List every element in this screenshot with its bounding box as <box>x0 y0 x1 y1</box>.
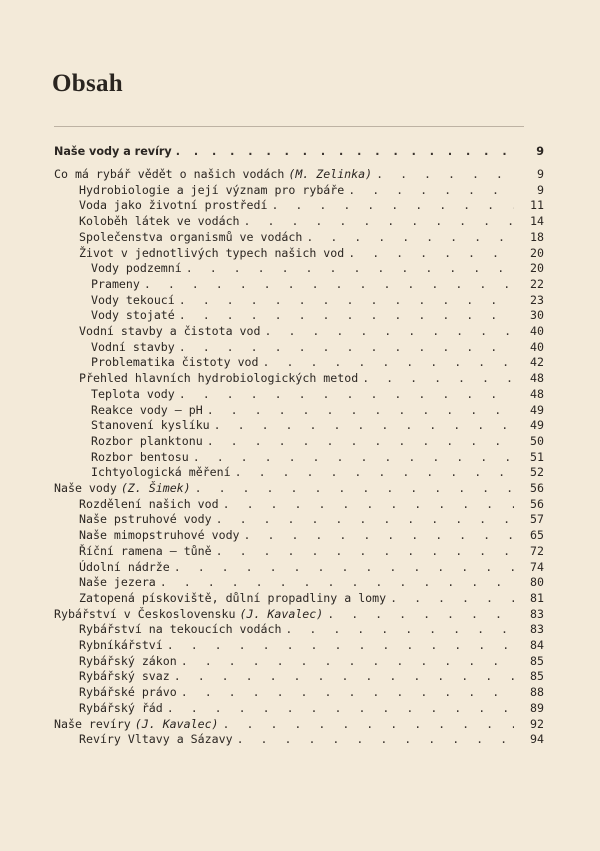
toc-entry <box>91 354 544 370</box>
toc-entry-page-number: 22 <box>530 276 544 291</box>
toc-entry-page-number: 89 <box>530 700 544 715</box>
toc-entry <box>79 229 544 245</box>
dot-leader <box>160 574 514 590</box>
toc-entry-page-number: 11 <box>530 198 544 213</box>
dot-leader <box>167 637 514 653</box>
dot-leader <box>174 668 514 684</box>
toc-entry-title: Voda jako životní prostředí <box>79 198 268 213</box>
toc-entry-page-number: 83 <box>530 606 544 621</box>
toc-entry-page-number: 9 <box>536 145 544 158</box>
title-divider <box>54 126 524 127</box>
dot-leader <box>144 276 514 292</box>
toc-entry-page-number: 48 <box>530 386 544 401</box>
toc-entry-title: Rybářství na tekoucích vodách <box>79 622 282 637</box>
toc-entry-page-number: 94 <box>530 732 544 747</box>
toc-entry-title: Přehled hlavních hydrobiologických metod <box>79 371 359 386</box>
toc-entry-title: Naše vody a revíry <box>54 145 172 158</box>
toc-entry <box>91 433 544 449</box>
toc-entry-title: Naše revíry <box>54 716 131 731</box>
dot-leader <box>179 307 514 323</box>
toc-entry-title: Teplota vody <box>91 386 175 401</box>
toc-entry-title: Vodní stavby a čistota vod <box>79 324 261 338</box>
toc-entry <box>54 480 544 496</box>
toc-entry-title: Stanovení kyslíku <box>91 418 210 433</box>
toc-entry <box>91 402 544 418</box>
toc-entry <box>54 144 544 160</box>
dot-leader <box>235 464 514 480</box>
dot-leader <box>348 245 514 261</box>
toc-entry <box>91 276 544 292</box>
dot-leader <box>216 543 514 559</box>
toc-entry-page-number: 18 <box>530 229 544 244</box>
toc-entry <box>79 197 544 213</box>
toc-entry-author: (Z. Šimek) <box>120 481 191 495</box>
dot-leader <box>167 700 514 716</box>
toc-entry-title: Koloběh látek ve vodách <box>79 214 240 229</box>
toc-entry-title: Rybářský svaz <box>79 669 170 684</box>
toc-entry <box>54 606 544 622</box>
dot-leader <box>223 496 514 512</box>
dot-leader <box>216 511 514 527</box>
toc-entry-title: Společenstva organismů ve vodách <box>79 229 303 244</box>
toc-entry-page-number: 9 <box>537 182 544 197</box>
toc-entry-title: Údolní nádrže <box>79 559 170 574</box>
toc-entry-page-number: 88 <box>530 685 544 700</box>
toc-entry-title: Revíry Vltavy a Sázavy <box>79 732 233 747</box>
toc-entry-page-number: 92 <box>530 716 544 731</box>
toc-entry-page-number: 56 <box>530 481 544 495</box>
toc-entry <box>79 245 544 261</box>
toc-entry-page-number: 80 <box>530 575 544 590</box>
toc-entry-title: Rozbor planktonu <box>91 433 203 448</box>
dot-leader <box>181 653 514 669</box>
toc-entry-page-number: 85 <box>530 653 544 668</box>
toc-entry <box>79 621 544 637</box>
toc-entry-page-number: 51 <box>530 449 544 464</box>
toc-entry-title: Prameny <box>91 276 140 291</box>
toc-entry <box>91 339 544 355</box>
dot-leader <box>264 323 514 339</box>
dot-leader <box>174 559 514 575</box>
toc-entry-title: Zatopená pískoviště, důlní propadliny a lomy <box>79 590 387 605</box>
toc-entry-title: Vody podzemní <box>91 261 182 276</box>
toc-entry-page-number: 83 <box>530 622 544 637</box>
dot-leader <box>179 386 514 402</box>
dot-leader <box>186 260 514 276</box>
toc-entry <box>79 574 544 590</box>
toc-entry <box>91 464 544 480</box>
toc-entry <box>79 182 544 198</box>
dot-leader <box>285 621 514 637</box>
toc-entry-title: Vody tekoucí <box>91 292 175 307</box>
toc-entry-page-number: 52 <box>530 465 544 480</box>
dot-leader <box>214 417 514 433</box>
toc-entry-author: (M. Zelinka) <box>288 167 373 181</box>
toc-entry-page-number: 9 <box>537 167 544 181</box>
toc-entry <box>79 543 544 559</box>
dot-leader <box>223 716 514 732</box>
dot-leader <box>271 197 514 213</box>
toc-entry-title: Rybářské právo <box>79 685 177 700</box>
dot-leader <box>327 606 514 622</box>
toc-entry <box>91 292 544 308</box>
toc-entry-title: Co má rybář vědět o našich vodách <box>54 167 285 181</box>
toc-entry-title: Hydrobiologie a její význam pro rybáře <box>79 182 345 197</box>
toc-entry-title: Život v jednotlivých typech našich vod <box>79 245 345 260</box>
dot-leader <box>195 480 514 496</box>
toc-entry <box>79 637 544 653</box>
toc-entry-page-number: 14 <box>530 214 544 229</box>
toc-entry-page-number: 49 <box>530 402 544 417</box>
toc-entry <box>79 653 544 669</box>
toc-entry-title: Vodní stavby <box>91 339 175 354</box>
toc-entry-title: Naše mimopstruhové vody <box>79 528 240 543</box>
toc-entry-title: Ichtyologická měření <box>91 465 231 480</box>
toc-entry-title: Naše pstruhové vody <box>79 512 212 527</box>
dot-leader <box>193 449 514 465</box>
page-title: Obsah <box>52 70 123 97</box>
dot-leader <box>181 684 514 700</box>
toc-entry-page-number: 56 <box>530 496 544 511</box>
dot-leader <box>263 354 514 370</box>
dot-leader <box>390 590 514 606</box>
toc-entry <box>79 527 544 543</box>
toc-entry <box>79 731 544 747</box>
toc-entry-page-number: 50 <box>530 433 544 448</box>
toc-entry <box>79 684 544 700</box>
toc-entry <box>79 559 544 575</box>
toc-entry <box>79 323 544 339</box>
toc-entry-page-number: 74 <box>530 559 544 574</box>
dot-leader <box>362 370 514 386</box>
toc-entry-page-number: 20 <box>530 245 544 260</box>
toc-entry-page-number: 48 <box>530 371 544 386</box>
toc-entry-page-number: 85 <box>530 669 544 684</box>
toc-entry-page-number: 81 <box>530 590 544 605</box>
toc-entry-title: Reakce vody — pH <box>91 402 203 417</box>
dot-leader <box>376 166 514 182</box>
toc-entry <box>91 449 544 465</box>
toc-entry-title: Rybářský řád <box>79 700 163 715</box>
dot-leader <box>237 731 514 747</box>
toc-entry-title: Říční ramena — tůně <box>79 543 212 558</box>
toc-entry-title: Rozbor bentosu <box>91 449 189 464</box>
toc-entry-title: Naše vody <box>54 481 117 495</box>
toc-entry-page-number: 84 <box>530 638 544 652</box>
dot-leader <box>179 292 514 308</box>
toc-entry-page-number: 30 <box>530 308 544 323</box>
toc-entry-author: (J. Kavalec) <box>134 716 219 731</box>
toc-entry-page-number: 49 <box>530 418 544 433</box>
toc-entry <box>79 590 544 606</box>
toc-entry <box>91 307 544 323</box>
toc-entry <box>79 496 544 512</box>
toc-entry <box>79 511 544 527</box>
toc-entry <box>91 386 544 402</box>
toc-entry-title: Problematika čistoty vod <box>91 355 259 370</box>
toc-entry <box>54 166 544 182</box>
dot-leader <box>207 433 514 449</box>
dot-leader <box>244 213 514 229</box>
toc-entry <box>79 370 544 386</box>
toc-entry-page-number: 40 <box>530 339 544 354</box>
toc-entry-title: Naše jezera <box>79 575 156 590</box>
toc-entry <box>79 213 544 229</box>
dot-leader <box>207 402 514 418</box>
toc-entry <box>91 417 544 433</box>
toc-entry-title: Rybníkářství <box>79 638 163 652</box>
toc-entry-page-number: 42 <box>530 355 544 370</box>
toc-entry <box>79 700 544 716</box>
toc-entry <box>91 260 544 276</box>
dot-leader <box>176 144 514 160</box>
toc-entry-page-number: 40 <box>530 324 544 338</box>
dot-leader <box>306 229 514 245</box>
toc-entry-title: Rybářský zákon <box>79 653 177 668</box>
dot-leader <box>348 182 514 198</box>
toc-entry <box>54 716 544 732</box>
toc-entry-page-number: 65 <box>530 528 544 543</box>
toc-entry-author: (J. Kavalec) <box>239 606 324 621</box>
toc-entry-title: Rozdělení našich vod <box>79 496 219 511</box>
toc-entry-title: Vody stojaté <box>91 308 175 323</box>
dot-leader <box>244 527 514 543</box>
toc-entry <box>79 668 544 684</box>
dot-leader <box>179 339 514 355</box>
toc-entry-title: Rybářství v Československu <box>54 606 236 621</box>
toc-entry-page-number: 20 <box>530 261 544 276</box>
toc-entry-page-number: 72 <box>530 543 544 558</box>
toc-entry-page-number: 57 <box>530 512 544 527</box>
toc-entry-page-number: 23 <box>530 292 544 307</box>
